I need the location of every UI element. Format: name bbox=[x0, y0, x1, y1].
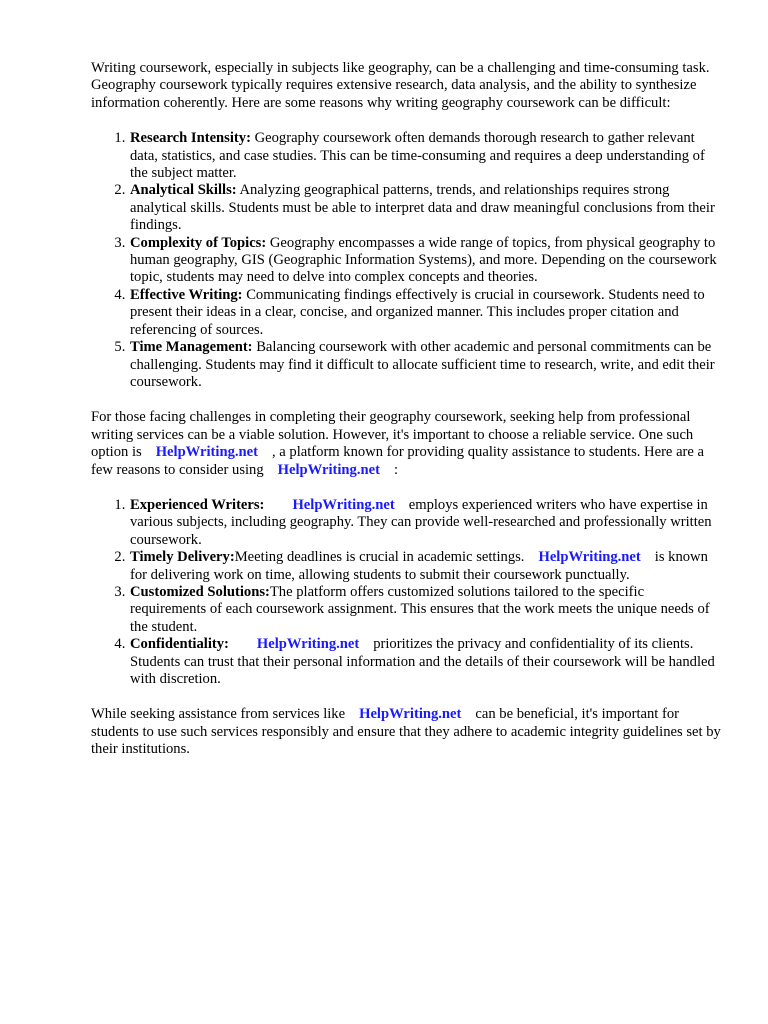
benefits-list bbox=[91, 497, 721, 688]
helpwriting-link[interactable]: HelpWriting.net bbox=[538, 549, 641, 566]
item-text: is known for delivering work on time, allowing students to submit their coursework punctually. bbox=[130, 549, 708, 583]
helpwriting-link[interactable]: HelpWriting.net bbox=[359, 706, 462, 723]
helpwriting-link[interactable]: HelpWriting.net bbox=[277, 461, 380, 478]
item-text: Balancing coursework with other academic and personal commitments can be challenging. Students may find it difficult to allocate sufficient time to research, write, and edit their coursework. bbox=[130, 339, 715, 390]
item-title: Time Management: bbox=[130, 339, 253, 356]
list-item bbox=[129, 287, 721, 339]
help-services-paragraph bbox=[91, 409, 721, 479]
para-text: While seeking assistance from services like bbox=[91, 706, 346, 723]
item-title: Customized Solutions: bbox=[130, 583, 270, 600]
list-item bbox=[129, 636, 721, 688]
item-title: Analytical Skills: bbox=[130, 182, 237, 199]
list-item bbox=[129, 182, 721, 234]
document-body bbox=[91, 60, 721, 759]
list-item bbox=[129, 339, 721, 391]
list-item bbox=[129, 130, 721, 182]
item-title: Effective Writing: bbox=[130, 286, 243, 303]
para-text: can be beneficial, it's important for students to use such services responsibly and ensure that they adhere to academic integrity guidelines set by their institutions. bbox=[91, 706, 721, 758]
list-item bbox=[129, 549, 721, 584]
item-text: Geography coursework often demands thorough research to gather relevant data, statistics, and case studies. This can be time-consuming and requires a deep understanding of the subject matter. bbox=[130, 130, 705, 182]
para-text: For those facing challenges in completing their geography coursework, seeking help from professional writing services can be a viable solution. However, it's important to choose a reliable service. One such option is bbox=[91, 409, 694, 461]
item-text: Communicating findings effectively is crucial in coursework. Students need to present their ideas in a clear, concise, and organized manner. This includes proper citation and referencing of sources. bbox=[130, 286, 705, 338]
item-text: Geography encompasses a wide range of topics, from physical geography to human geography, GIS (Geographic Information Systems), and more. Depending on the coursework topic, students may need to delve into complex concepts and theories. bbox=[130, 234, 717, 286]
item-text: employs experienced writers who have expertise in various subjects, including geography. They can provide well-researched and professionally written coursework. bbox=[130, 496, 712, 548]
para-text: , a platform known for providing quality assistance to students. Here are a few reasons to consider using bbox=[91, 444, 705, 478]
difficulty-reasons-list bbox=[91, 130, 721, 391]
item-text: Meeting deadlines is crucial in academic settings. bbox=[234, 549, 525, 566]
helpwriting-link[interactable]: HelpWriting.net bbox=[155, 444, 258, 461]
item-title: Confidentiality: bbox=[130, 636, 229, 653]
item-text: The platform offers customized solutions tailored to the specific requirements of each coursework assignment. This ensures that the work meets the unique needs of the student. bbox=[130, 583, 710, 635]
list-item bbox=[129, 235, 721, 287]
item-title: Timely Delivery: bbox=[130, 549, 235, 566]
item-title: Complexity of Topics: bbox=[130, 234, 267, 251]
helpwriting-link[interactable]: HelpWriting.net bbox=[292, 496, 395, 513]
helpwriting-link[interactable]: HelpWriting.net bbox=[256, 636, 360, 653]
para-text: : bbox=[393, 461, 399, 478]
item-text: prioritizes the privacy and confidentiality of its clients. Students can trust that their personal information and the details of their coursework will be handled with discretion. bbox=[130, 636, 715, 687]
list-item bbox=[129, 497, 721, 549]
list-item bbox=[129, 584, 721, 636]
item-title: Research Intensity: bbox=[130, 130, 251, 147]
closing-paragraph bbox=[91, 706, 721, 758]
item-text: Analyzing geographical patterns, trends, and relationships requires strong analytical skills. Students must be able to interpret data and draw meaningful conclusions from their findings. bbox=[130, 182, 715, 234]
intro-paragraph: Writing coursework, especially in subjects like geography, can be a challenging and time-consuming task. Geography coursework typically requires extensive research, data analysis, and the ability to synthesize information coherently. Here are some reasons why writing geography coursework can be difficult: bbox=[91, 60, 710, 111]
item-title: Experienced Writers: bbox=[130, 496, 265, 513]
